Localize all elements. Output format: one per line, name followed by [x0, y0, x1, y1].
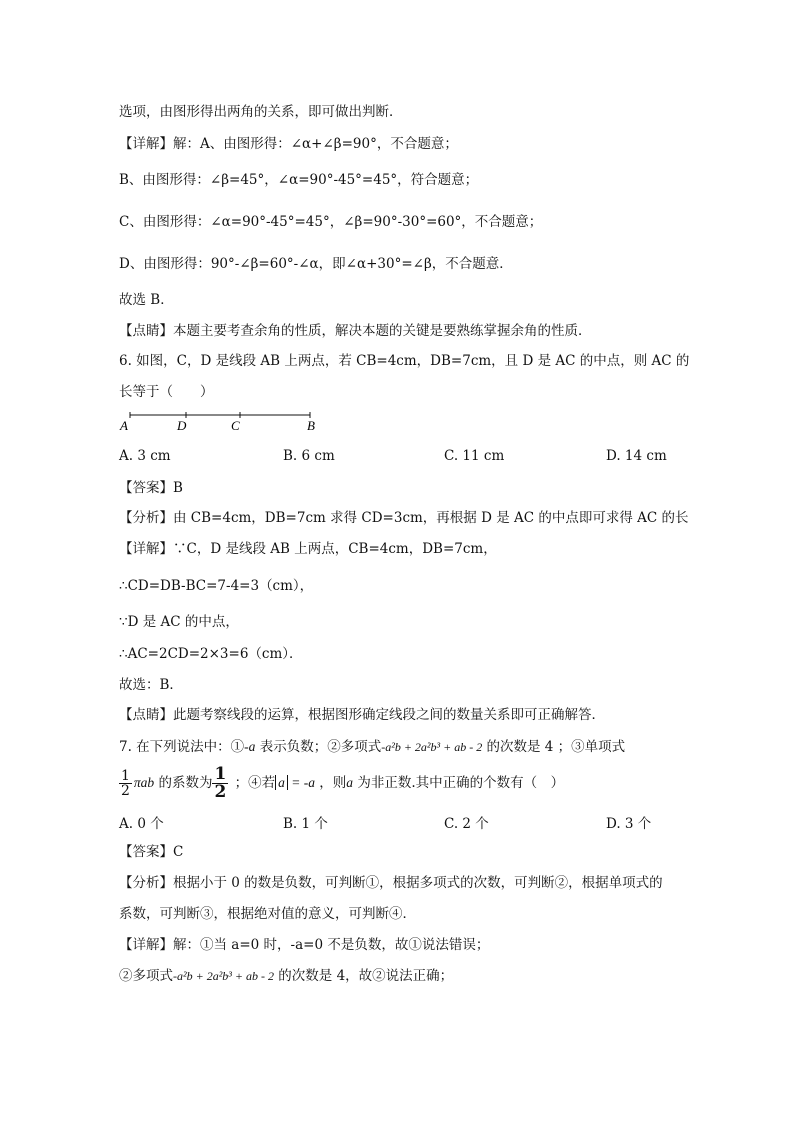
text-line	[119, 967, 453, 985]
text-line: ∴AC=2CD=2×3=6（cm）．	[119, 646, 303, 662]
text-line: 【详解】∵C，D 是线段 AB 上两点，CB=4cm，DB=7cm，	[119, 541, 497, 557]
question-7	[119, 738, 625, 756]
option-b: B. 1 个	[283, 816, 328, 832]
fraction-den: 2	[121, 783, 130, 799]
text-line: ∴CD=DB-BC=7-4=3（cm），	[119, 578, 314, 594]
q7-text: 表示负数；②多项式	[255, 739, 382, 755]
math-expr: = -a	[287, 775, 315, 790]
option-d: D. 3 个	[606, 816, 652, 832]
text-line: C、由图形得：∠α=90°-45°=45°，∠β=90°-30°=60°，不合题意；	[119, 214, 543, 230]
option-d: D. 14 cm	[606, 448, 667, 464]
q7-text: 的系数为	[154, 775, 213, 791]
option-a: A. 3 cm	[119, 448, 171, 464]
question-7-cont	[119, 766, 564, 801]
segment-figure	[115, 408, 325, 434]
math-expr: πab	[133, 775, 155, 790]
fraction-num: 1	[121, 768, 130, 784]
text-line: D、由图形得：90°-∠β=60°-∠α，即∠α+30°=∠β，不合题意．	[119, 256, 513, 272]
fraction-den: 2	[214, 782, 227, 802]
q7-text: ；④若	[230, 775, 276, 791]
math-expr: -a	[244, 739, 256, 754]
d7-text: ②多项式	[119, 968, 173, 984]
q7-text: 7. 在下列说法中：①	[119, 739, 245, 755]
fraction-bold	[212, 766, 228, 801]
fraction-num: 1	[214, 764, 227, 784]
text-line: ∵D 是 AC 的中点，	[119, 614, 239, 630]
label-C: C	[231, 418, 240, 433]
option-b: B. 6 cm	[283, 448, 335, 464]
d7-text: 的次数是 4，故②说法正确；	[273, 968, 454, 984]
text-line: 【详解】解：A、由图形得：∠α+∠β=90°，不合题意；	[119, 136, 458, 152]
q7-text: 的次数是 4 ；③单项式	[482, 739, 626, 755]
text-line: 【点睛】本题主要考查余角的性质，解决本题的关键是要熟练掌握余角的性质．	[119, 323, 592, 339]
fraction	[119, 769, 132, 798]
q7-text: 为非正数.其中正确的个数有（ ）	[353, 775, 565, 791]
text-line: 故选 B．	[119, 292, 174, 308]
label-B: B	[307, 418, 315, 433]
answer-label: 【答案】B	[119, 480, 183, 496]
text-line: 【点睛】此题考察线段的运算，根据图形确定线段之间的数量关系即可正确解答．	[119, 707, 605, 723]
text-line: 故选：B．	[119, 677, 183, 693]
option-a: A. 0 个	[119, 816, 164, 832]
text-line: 长等于（ ）	[119, 384, 214, 400]
analysis-text: 【分析】根据小于 0 的数是负数，可判断①，根据多项式的次数，可判断②，根据单项式的	[119, 875, 663, 891]
label-D: D	[177, 418, 187, 433]
option-c: C. 2 个	[444, 816, 489, 832]
q7-text: ，则	[314, 775, 347, 791]
analysis-text: 【分析】由 CB=4cm，DB=7cm 求得 CD=3cm，再根据 D 是 AC 的中点即可求得 AC 的长	[119, 510, 689, 526]
math-expr: -a²b + 2a²b³ + ab - 2	[381, 740, 483, 754]
text-line: 【详解】解：①当 a=0 时，-a=0 不是负数，故①说法错误；	[119, 937, 490, 953]
math-var: a	[346, 775, 354, 790]
abs-value: a	[275, 775, 288, 790]
label-A: A	[120, 418, 128, 433]
answer-label: 【答案】C	[119, 844, 184, 860]
option-c: C. 11 cm	[444, 448, 505, 464]
text-line: B、由图形得：∠β=45°，∠α=90°-45°=45°，符合题意；	[119, 172, 479, 188]
question-6: 6. 如图，C，D 是线段 AB 上两点，若 CB=4cm，DB=7cm，且 D 是 AC 的中点，则 AC 的	[119, 353, 690, 369]
analysis-text: 系数，可判断③，根据绝对值的意义，可判断④．	[119, 906, 416, 922]
text-line: 选项，由图形得出两角的关系，即可做出判断．	[119, 104, 403, 120]
math-expr: -a²b + 2a²b³ + ab - 2	[173, 969, 274, 983]
